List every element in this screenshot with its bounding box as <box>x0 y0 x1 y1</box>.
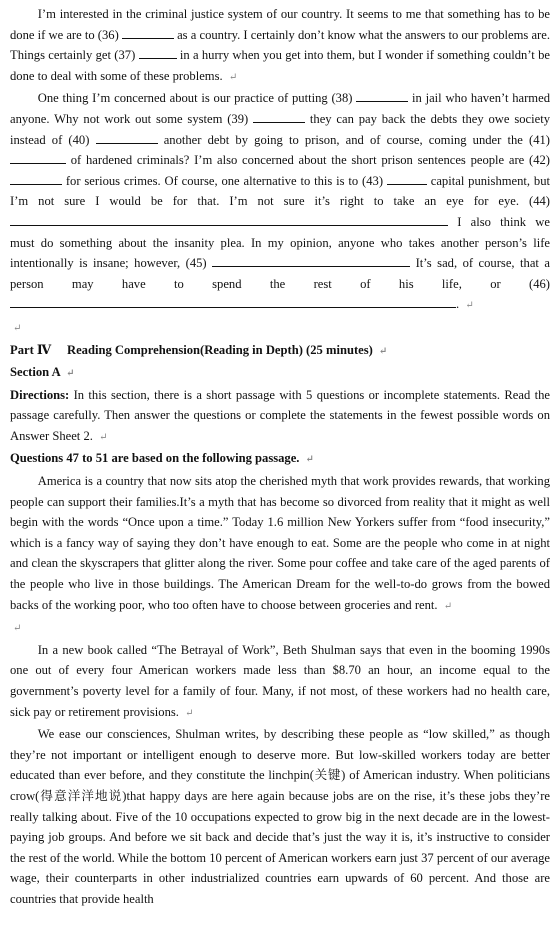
return-mark-icon: ↵ <box>305 454 314 466</box>
text-run: It’s sad, of course, that a person may have to spend the rest of his life, or (46) <box>10 256 550 291</box>
text-run: We ease our consciences, Shulman writes, by describing these people as “low skilled,” as though they’re not important or intelligent enough to deserve more. But low-skilled workers today are better educated than ever before, and they constitute the linchpin(关键) of American industry. When politicians crow(得意洋洋地说)that happy days are here again because jobs are on the rise, it’s these jobs they’re really talking about. Five of the 10 occupations expected to grow big in the next decade are in the lowest-paying job groups. And before we sit back and decide that’s just the way it is, it’s instructive to consider the rest of the world. While the bottom 10 percent of American workers earn just 37 percent of our average wage, their counterparts in other industrialized countries earn upwards of 60 percent. And those are countries that provide health <box>10 727 550 906</box>
return-mark-icon: ↵ <box>185 707 194 719</box>
answer-blank-41 <box>10 150 66 164</box>
text-run: another debt by going to prison, and of course, coming under the (41) <box>163 132 550 147</box>
empty-line <box>10 317 550 340</box>
answer-blank-45 <box>212 253 410 267</box>
text-run: I also think we must do something about the insanity plea. In my opinion, anyone who takes another person’s life intentionally is insane; however, (45) <box>10 214 550 271</box>
text-run: In a new book called “The Betrayal of Work”, Beth Shulman says that even in the booming 1990s one out of every four American workers made less than $8.70 an hour, an income equal to the government’s poverty level for a family of four. Many, if not most, of these workers had no health care, sick pay or retirement provisions. <box>10 642 550 719</box>
text-run: America is a country that now sits atop the cherished myth that work provides rewards, that working people can support their families.It’s a myth that has become so divorced from reality that it might as well begin with the words “Once upon a time.” Today 1.6 million New Yorkers suffer from “food insecurity,” which is a fancy way of saying they don’t have enough to eat. Some are the people who come in at night and clean the skyscrapers that glitter along the river. Some pour coffee and take care of the aged parents of the people who live in those buildings. The American Dream for the well-to-do grows from the bowed backs of the working poor, who too often have to choose between groceries and rent. <box>10 474 550 612</box>
return-mark-icon: ↵ <box>228 71 238 83</box>
section-title: Section A <box>10 365 61 380</box>
part-heading <box>10 340 550 363</box>
return-mark-icon: ↵ <box>13 322 22 334</box>
part-title: Part Ⅳ <box>10 342 52 357</box>
directions-text: In this section, there is a short passage with 5 questions or incomplete statements. Read the passage carefully. Then answer the questions or complete the statements in the fewest possible words on Answer Sheet 2. <box>10 387 550 443</box>
text-run: in a hurry when you get into them, but I wonder if something couldn’t be done to deal with some of these problems. <box>10 48 550 83</box>
return-mark-icon: ↵ <box>66 368 75 380</box>
answer-blank-43 <box>387 171 427 185</box>
passage-paragraph-1 <box>10 471 550 617</box>
answer-blank-37 <box>139 45 177 59</box>
return-mark-icon: ↵ <box>465 300 474 312</box>
directions <box>10 385 550 449</box>
text-run: of hardened criminals? I’m also concerned about the short prison sentences people are (42) <box>70 153 550 168</box>
answer-blank-42 <box>10 171 62 185</box>
cloze-paragraph-1 <box>10 4 550 88</box>
answer-blank-44 <box>10 212 448 226</box>
text-run: I’m interested in the criminal justice system of our country. It seems to me that something has to be done if we are to (36) <box>10 7 550 42</box>
answer-blank-39 <box>253 109 305 123</box>
text-run: in jail who haven’t harmed anyone. Why not work out some system (39) <box>10 91 550 126</box>
text-run: they can pay back the debts they owe society instead of (40) <box>10 111 550 147</box>
text-run: One thing I’m concerned about is our practice of putting (38) <box>37 91 353 106</box>
answer-blank-36 <box>122 25 174 39</box>
text-run: as a country. I certainly don’t know what the answers to our problems are. Things certainly get (37) <box>10 27 550 63</box>
text-run: capital punishment, but I’m not sure I would be for that. I’m not sure it’s right to take an eye for eye. (44) <box>10 173 551 209</box>
passage-paragraph-3 <box>10 724 550 909</box>
answer-blank-38 <box>356 88 408 102</box>
return-mark-icon: ↵ <box>443 600 453 612</box>
questions-line <box>10 448 550 471</box>
return-mark-icon: ↵ <box>13 623 22 635</box>
passage-paragraph-2 <box>10 640 550 724</box>
answer-blank-40 <box>96 130 158 144</box>
text-run: . <box>456 297 460 312</box>
empty-line <box>10 617 550 640</box>
cloze-paragraph-2 <box>10 88 550 317</box>
section-heading <box>10 362 550 385</box>
return-mark-icon: ↵ <box>99 431 108 443</box>
directions-label: Directions: <box>10 387 70 402</box>
part-subtitle: Reading Comprehension(Reading in Depth) (25 minutes) <box>66 342 373 357</box>
questions-text: Questions 47 to 51 are based on the following passage. <box>10 451 300 466</box>
return-mark-icon: ↵ <box>379 345 388 357</box>
answer-blank-46 <box>10 294 456 308</box>
text-run: for serious crimes. Of course, one alternative to this is to (43) <box>65 173 384 188</box>
